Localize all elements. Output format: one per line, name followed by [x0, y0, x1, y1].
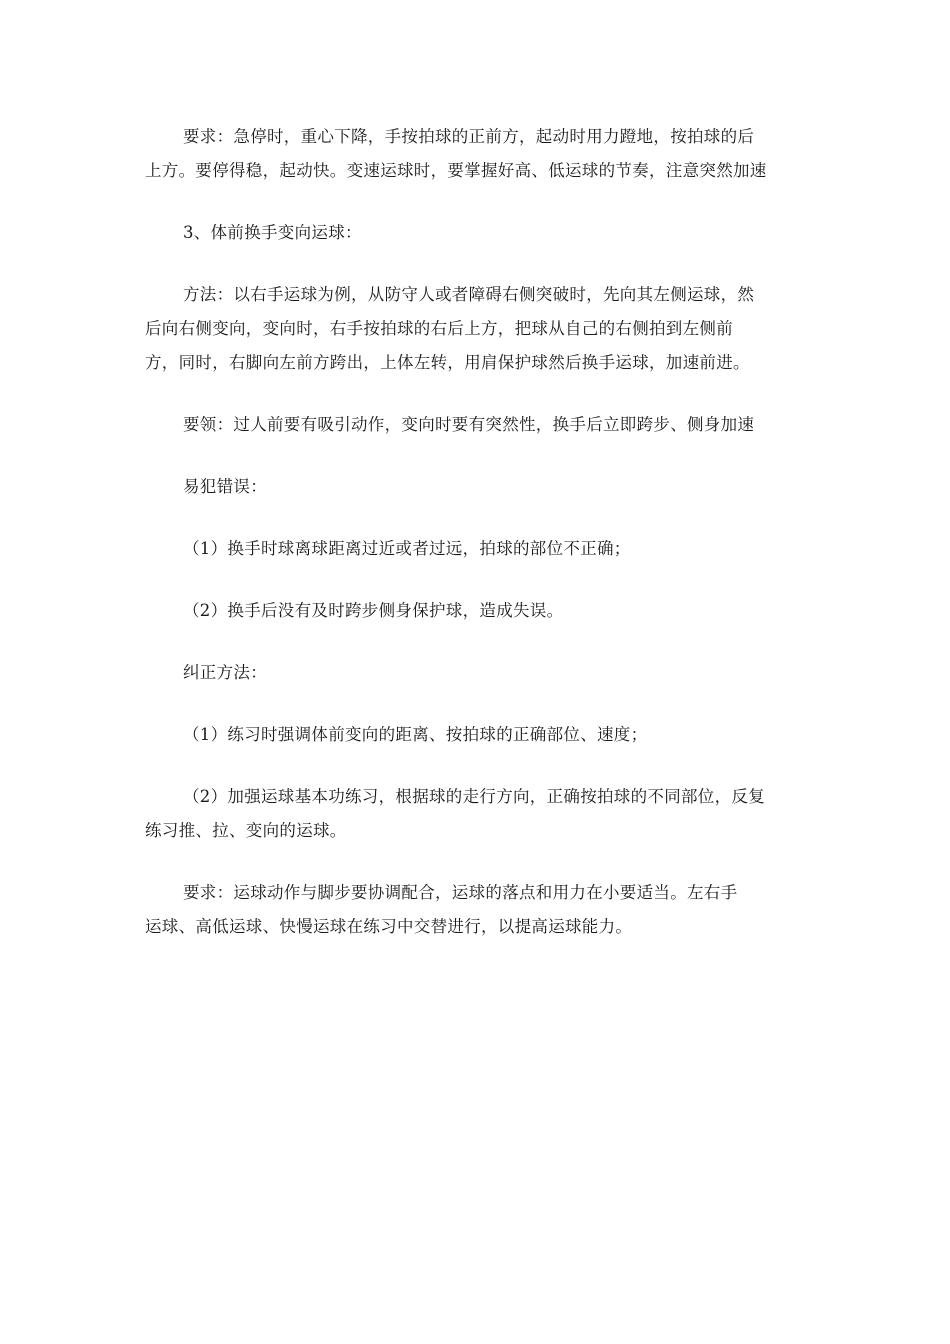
text-line: 方，同时，右脚向左前方跨出，上体左转，用肩保护球然后换手运球，加速前进。 [145, 353, 750, 372]
text-line: 要求：急停时，重心下降，手按拍球的正前方，起动时用力蹬地，按拍球的后 [183, 127, 755, 146]
text-line: 要领：过人前要有吸引动作，变向时要有突然性，换手后立即跨步、侧身加速 [183, 415, 755, 434]
section-heading-crossover [145, 216, 807, 250]
text-line: 易犯错误： [183, 477, 267, 496]
text-line: 运球、高低运球、快慢运球在练习中交替进行，以提高运球能力。 [145, 917, 633, 936]
error-item-1 [145, 532, 807, 566]
correction-item-1 [145, 718, 807, 752]
text-line: 3、体前换手变向运球： [183, 223, 362, 242]
text-line: 纠正方法： [183, 663, 267, 682]
heading-common-errors [145, 470, 807, 504]
correction-item-2 [145, 780, 807, 848]
text-line: 方法：以右手运球为例，从防守人或者障碍右侧突破时，先向其左侧运球，然 [183, 285, 755, 304]
paragraph-requirements-stop [145, 120, 807, 188]
text-line: 后向右侧变向，变向时，右手按拍球的右后上方，把球从自己的右侧拍到左侧前 [145, 319, 733, 338]
text-line: （2）换手后没有及时跨步侧身保护球，造成失误。 [183, 601, 564, 620]
text-line: （1）换手时球离球距离过近或者过远，拍球的部位不正确； [183, 539, 631, 558]
text-line: 练习推、拉、变向的运球。 [145, 821, 347, 840]
document-page [145, 120, 807, 972]
paragraph-requirements-final [145, 876, 807, 944]
text-line: 上方。要停得稳，起动快。变速运球时，要掌握好高、低运球的节奏，注意突然加速 [145, 161, 767, 180]
error-item-2 [145, 594, 807, 628]
heading-correction-methods [145, 656, 807, 690]
paragraph-method [145, 278, 807, 380]
text-line: （1）练习时强调体前变向的距离、按拍球的正确部位、速度； [183, 725, 648, 744]
text-line: （2）加强运球基本功练习，根据球的走行方向，正确按拍球的不同部位，反复 [183, 787, 765, 806]
text-line: 要求：运球动作与脚步要协调配合，运球的落点和用力在小要适当。左右手 [183, 883, 738, 902]
paragraph-key-points [145, 408, 807, 442]
